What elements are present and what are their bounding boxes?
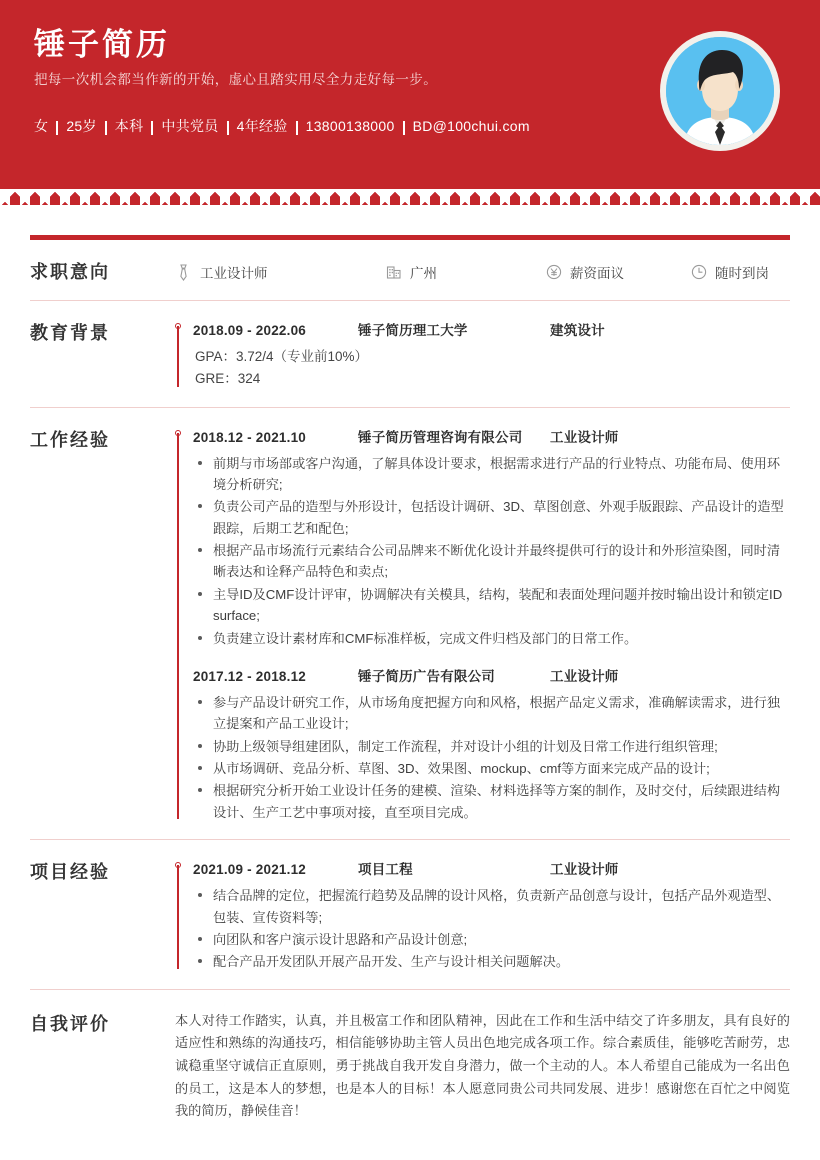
project-bullet-list <box>193 885 790 973</box>
meta-political-status: 中共党员 <box>161 118 219 135</box>
section-job-intention <box>30 240 790 301</box>
intention-position <box>175 262 385 282</box>
meta-age: 25岁 <box>66 118 97 135</box>
avatar-svg <box>666 37 774 145</box>
timeline-line <box>177 326 179 387</box>
header-text-block <box>34 26 594 136</box>
education-entry-head <box>193 319 790 339</box>
meta-gender: 女 <box>34 118 49 135</box>
work-role: 工业设计师 <box>550 429 619 445</box>
project-role: 工业设计师 <box>550 862 619 878</box>
work-company: 锤子简历广告有限公司 <box>358 668 495 684</box>
meta-email: BD@100chui.com <box>412 118 530 135</box>
section-body-self-evaluation <box>175 1010 790 1124</box>
list-item: 向团队和客户演示设计思路和产品设计创意; <box>193 929 790 950</box>
work-date: 2018.12 - 2021.10 <box>193 429 306 445</box>
section-education <box>30 301 790 408</box>
meta-divider <box>56 121 58 135</box>
section-title-education: 教育背景 <box>30 323 110 343</box>
work-entry-head <box>193 426 790 446</box>
list-item: 根据研究分析开始工业设计任务的建模、渲染、材料选择等方案的制作，及时交付，后续跟进结构设计、生产工艺中事项对接，直至项目完成。 <box>193 780 790 823</box>
intention-city <box>385 262 545 282</box>
education-gpa: GPA：3.72/4（专业前10%） <box>195 349 369 364</box>
project-timeline <box>175 858 790 973</box>
section-self-evaluation <box>30 990 790 1138</box>
education-timeline <box>175 319 790 391</box>
intention-salary-label: 薪资面议 <box>570 266 624 281</box>
work-bullet-list <box>193 692 790 823</box>
project-entry-head <box>193 858 790 878</box>
list-item: 前期与市场部或客户沟通，了解具体设计要求，根据需求进行产品的行业特点、功能布局、使用环境分析研究; <box>193 453 790 496</box>
education-date: 2018.09 - 2022.06 <box>193 323 306 338</box>
clock-icon <box>690 264 707 281</box>
list-item: 结合品牌的定位，把握流行趋势及品牌的设计风格，负责新产品创意与设计，包括产品外观造型、包装、宣传资料等; <box>193 885 790 928</box>
timeline-line <box>177 433 179 820</box>
resume-content <box>0 235 820 1137</box>
list-item: 配合产品开发团队开展产品开发、生产与设计相关问题解决。 <box>193 951 790 972</box>
self-evaluation-text: 本人对待工作踏实，认真，并且极富工作和团队精神，因此在工作和生活中结交了许多朋友，具有良好的适应性和熟练的沟通技巧，相信能够协助主管人员出色地完成各项工作。综合素质佳，能够吃苦耐劳，忠诚稳重坚守诚信正直原则，勇于挑战自我开发自身潜力，做一个主动的人。本人希望自己能成为一名出色的员工，这是本人的梦想，也是本人的目标！本人愿意同贵公司共同发展、进步！感谢您在百忙之中阅览我的简历，静候佳音！ <box>175 1012 790 1119</box>
intention-availability <box>690 262 769 282</box>
section-body-project-experience <box>175 858 790 975</box>
work-timeline <box>175 426 790 824</box>
meta-divider <box>296 121 298 135</box>
timeline-line <box>177 865 179 969</box>
list-item: 主导ID及CMF设计评审，协调解决有关模具，结构，装配和表面处理问题并按时输出设计和锁定ID surface; <box>193 584 790 627</box>
list-item: 负责建立设计素材库和CMF标准样板，完成文件归档及部门的日常工作。 <box>193 628 790 649</box>
section-title-job-intention: 求职意向 <box>30 262 110 282</box>
intention-availability-label: 随时到岗 <box>715 266 769 281</box>
header-tagline: 把每一次机会都当作新的开始，虚心且踏实用尽全力走好每一步。 <box>34 72 438 88</box>
necktie-icon <box>175 264 192 281</box>
project-date: 2021.09 - 2021.12 <box>193 862 306 878</box>
work-entry <box>193 665 790 823</box>
section-body-job-intention <box>175 258 790 286</box>
list-item: 负责公司产品的造型与外形设计，包括设计调研、3D、草图创意、外观手版跟踪、产品设计的造型跟踪，后期工艺和配色; <box>193 496 790 539</box>
yen-circle-icon <box>545 264 562 281</box>
education-entry <box>193 319 790 391</box>
list-item: 根据产品市场流行元素结合公司品牌来不断优化设计并最终提供可行的设计和外形渲染图，同时清晰表达和诠释产品特色和卖点; <box>193 540 790 583</box>
work-role: 工业设计师 <box>550 668 619 684</box>
work-company: 锤子简历管理咨询有限公司 <box>358 429 523 445</box>
meta-divider <box>105 121 107 135</box>
education-major: 建筑设计 <box>550 323 605 338</box>
intention-salary <box>545 262 690 282</box>
section-title-self-evaluation: 自我评价 <box>30 1013 110 1034</box>
meta-degree: 本科 <box>114 118 144 135</box>
project-name: 项目工程 <box>358 862 413 878</box>
avatar-person-illustration <box>666 37 774 145</box>
building-icon <box>385 264 402 281</box>
page-title: 锤子简历 <box>34 27 170 62</box>
section-project-experience <box>30 840 790 990</box>
intention-position-label: 工业设计师 <box>200 266 268 281</box>
work-bullet-list <box>193 453 790 649</box>
list-item: 协助上级领导组建团队，制定工作流程，并对设计小组的计划及日常工作进行组织管理; <box>193 736 790 757</box>
intention-city-label: 广州 <box>410 266 437 281</box>
work-entry-head <box>193 665 790 685</box>
meta-phone: 13800138000 <box>305 118 395 135</box>
work-entry <box>193 426 790 649</box>
meta-divider <box>151 121 153 135</box>
section-work-experience <box>30 408 790 841</box>
meta-divider <box>227 121 229 135</box>
avatar <box>660 31 780 151</box>
section-body-work-experience <box>175 426 790 826</box>
section-title-work-experience: 工作经验 <box>30 429 110 450</box>
education-school: 锤子简历理工大学 <box>358 323 468 338</box>
meta-experience: 4年经验 <box>236 118 288 135</box>
list-item: 从市场调研、竞品分析、草图、3D、效果图、mockup、cmf等方面来完成产品的设计; <box>193 758 790 779</box>
list-item: 参与产品设计研究工作，从市场角度把握方向和风格，根据产品定义需求，准确解读需求，进行独立提案和产品工业设计; <box>193 692 790 735</box>
education-gre: GRE：324 <box>195 371 261 387</box>
meta-divider <box>403 121 405 135</box>
project-entry <box>193 858 790 973</box>
work-date: 2017.12 - 2018.12 <box>193 668 306 684</box>
section-body-education <box>175 319 790 393</box>
resume-header <box>0 0 820 205</box>
header-meta-list <box>34 116 594 136</box>
job-intention-row <box>175 258 790 286</box>
section-title-project-experience: 项目经验 <box>30 862 110 883</box>
zigzag-edge <box>0 189 820 205</box>
